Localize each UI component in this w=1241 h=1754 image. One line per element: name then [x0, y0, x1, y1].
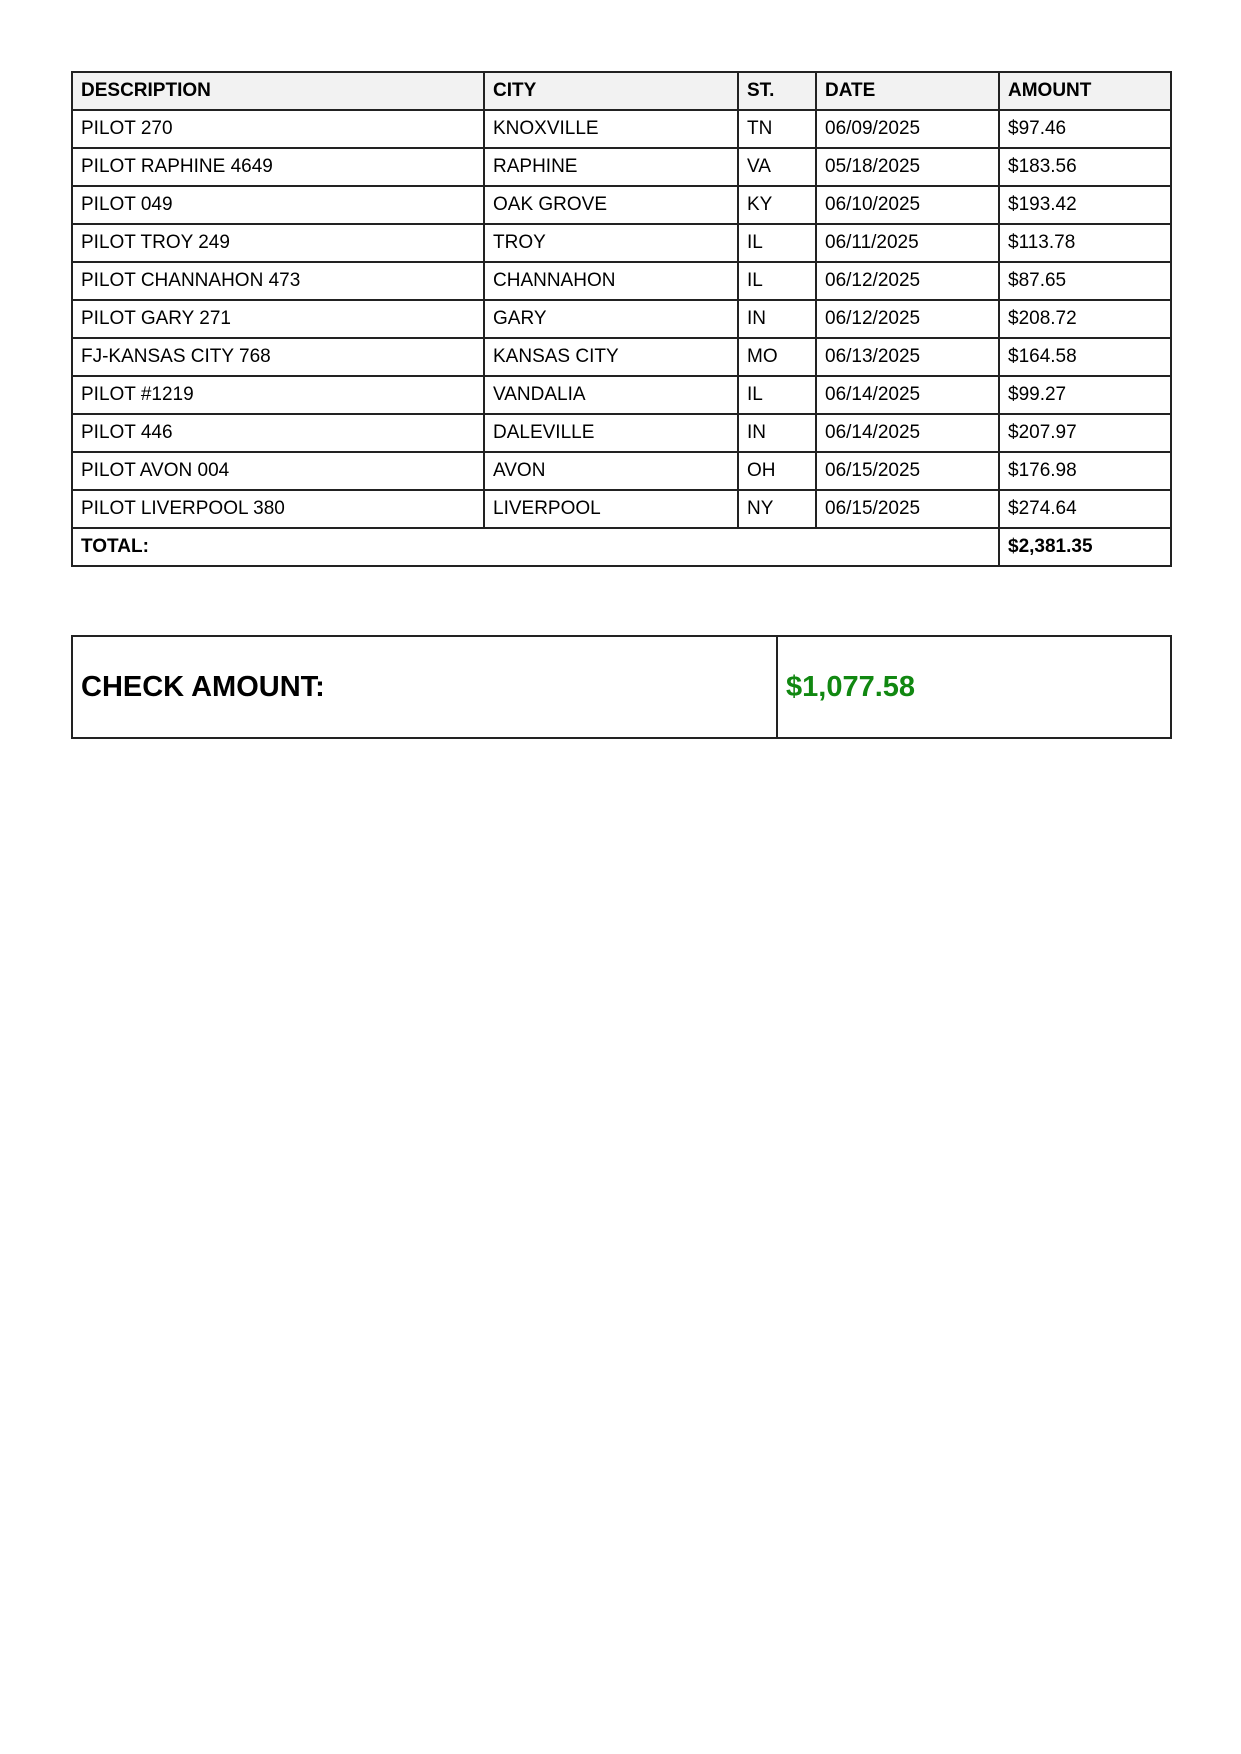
cell-state: VA: [738, 148, 816, 186]
cell-amount: $97.46: [999, 110, 1171, 148]
table-row: [72, 224, 1171, 262]
cell-amount: $164.58: [999, 338, 1171, 376]
cell-description: PILOT 270: [72, 110, 484, 148]
cell-city: OAK GROVE: [484, 186, 738, 224]
header-description: DESCRIPTION: [72, 72, 484, 110]
table-row: [72, 300, 1171, 338]
check-row: [72, 636, 1171, 738]
cell-date: 06/12/2025: [816, 300, 999, 338]
cell-description: PILOT AVON 004: [72, 452, 484, 490]
cell-amount: $99.27: [999, 376, 1171, 414]
cell-amount: $193.42: [999, 186, 1171, 224]
cell-city: TROY: [484, 224, 738, 262]
cell-description: PILOT TROY 249: [72, 224, 484, 262]
check-amount-value: $1,077.58: [777, 636, 1171, 738]
table-row: [72, 414, 1171, 452]
cell-city: CHANNAHON: [484, 262, 738, 300]
cell-date: 05/18/2025: [816, 148, 999, 186]
cell-state: NY: [738, 490, 816, 528]
total-value: $2,381.35: [999, 528, 1171, 566]
cell-date: 06/12/2025: [816, 262, 999, 300]
header-city: CITY: [484, 72, 738, 110]
cell-city: DALEVILLE: [484, 414, 738, 452]
cell-date: 06/14/2025: [816, 414, 999, 452]
check-amount-label: CHECK AMOUNT:: [72, 636, 777, 738]
table-row: [72, 338, 1171, 376]
table-row: [72, 490, 1171, 528]
cell-amount: $113.78: [999, 224, 1171, 262]
cell-date: 06/09/2025: [816, 110, 999, 148]
cell-city: LIVERPOOL: [484, 490, 738, 528]
total-row: [72, 528, 1171, 566]
expense-table: [71, 71, 1172, 567]
expense-rows: [72, 110, 1171, 566]
cell-amount: $176.98: [999, 452, 1171, 490]
cell-state: MO: [738, 338, 816, 376]
cell-description: PILOT 446: [72, 414, 484, 452]
table-header-row: [72, 72, 1171, 110]
cell-city: RAPHINE: [484, 148, 738, 186]
cell-description: FJ-KANSAS CITY 768: [72, 338, 484, 376]
cell-city: KANSAS CITY: [484, 338, 738, 376]
cell-state: IN: [738, 300, 816, 338]
cell-city: VANDALIA: [484, 376, 738, 414]
table-row: [72, 262, 1171, 300]
cell-amount: $208.72: [999, 300, 1171, 338]
cell-amount: $87.65: [999, 262, 1171, 300]
cell-amount: $183.56: [999, 148, 1171, 186]
cell-date: 06/15/2025: [816, 490, 999, 528]
header-amount: AMOUNT: [999, 72, 1171, 110]
cell-state: IN: [738, 414, 816, 452]
table-row: [72, 148, 1171, 186]
cell-date: 06/11/2025: [816, 224, 999, 262]
cell-description: PILOT 049: [72, 186, 484, 224]
cell-state: OH: [738, 452, 816, 490]
cell-amount: $274.64: [999, 490, 1171, 528]
cell-state: TN: [738, 110, 816, 148]
cell-description: PILOT LIVERPOOL 380: [72, 490, 484, 528]
cell-description: PILOT GARY 271: [72, 300, 484, 338]
cell-description: PILOT RAPHINE 4649: [72, 148, 484, 186]
cell-state: KY: [738, 186, 816, 224]
table-row: [72, 186, 1171, 224]
cell-city: GARY: [484, 300, 738, 338]
cell-description: PILOT CHANNAHON 473: [72, 262, 484, 300]
table-row: [72, 376, 1171, 414]
cell-state: IL: [738, 262, 816, 300]
table-row: [72, 110, 1171, 148]
check-amount-box: [71, 635, 1172, 739]
cell-date: 06/15/2025: [816, 452, 999, 490]
cell-amount: $207.97: [999, 414, 1171, 452]
cell-date: 06/10/2025: [816, 186, 999, 224]
cell-state: IL: [738, 376, 816, 414]
cell-state: IL: [738, 224, 816, 262]
cell-description: PILOT #1219: [72, 376, 484, 414]
total-label: TOTAL:: [72, 528, 999, 566]
cell-date: 06/13/2025: [816, 338, 999, 376]
cell-city: AVON: [484, 452, 738, 490]
header-date: DATE: [816, 72, 999, 110]
cell-city: KNOXVILLE: [484, 110, 738, 148]
header-state: ST.: [738, 72, 816, 110]
table-row: [72, 452, 1171, 490]
cell-date: 06/14/2025: [816, 376, 999, 414]
